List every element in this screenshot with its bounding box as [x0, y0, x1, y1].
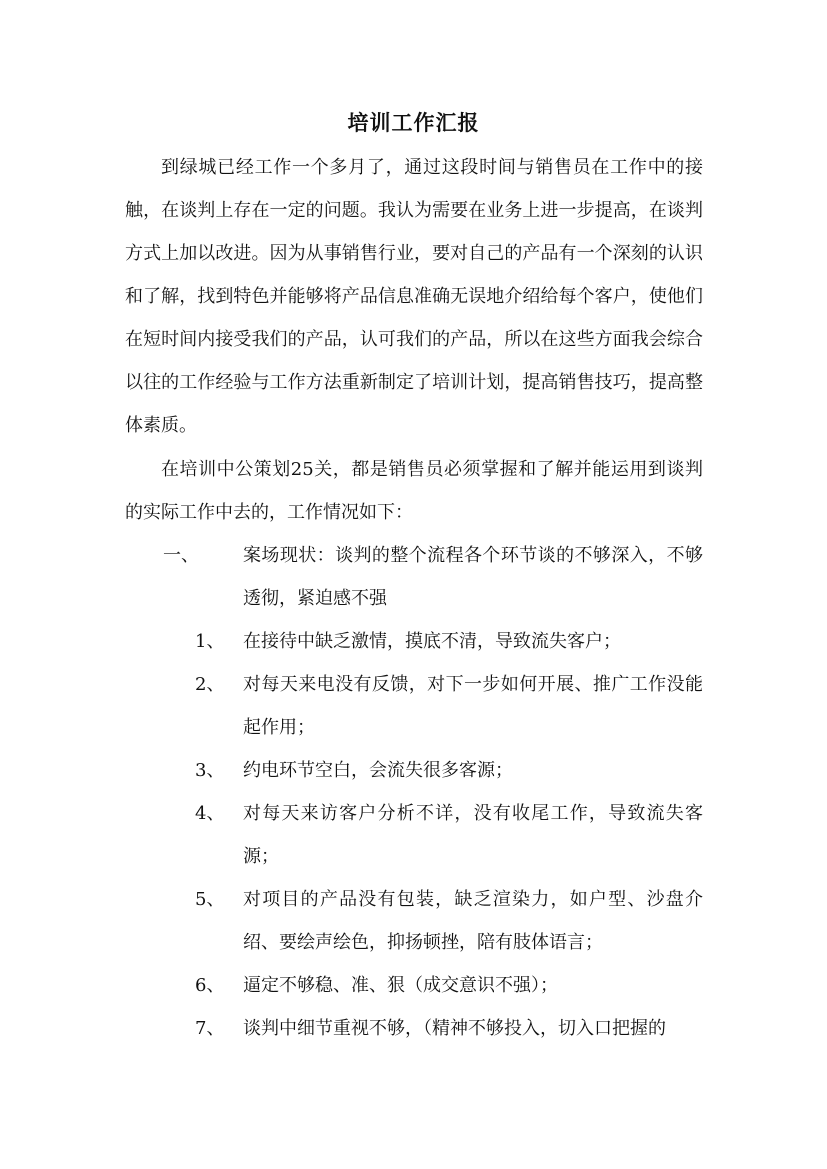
list-item-number: 6、 — [195, 975, 225, 996]
section-number: 一、 — [163, 545, 199, 566]
list-item-text: 对每天来访客户分析不详，没有收尾工作，导致流失客源； — [243, 803, 703, 867]
list-item-number: 7、 — [195, 1018, 225, 1039]
document-title: 培训工作汇报 — [347, 110, 480, 135]
list-item-number: 1、 — [195, 631, 225, 652]
intro-paragraph: 到绿城已经工作一个多月了，通过这段时间与销售员在工作中的接触，在谈判上存在一定的问题。我认为需要在业务上进一步提高，在谈判方式上加以改进。因为从事销售行业，要对自己的产品有一个深刻的认识和了解，找到特色并能够将产品信息准确无误地介绍给每个客户，使他们在短时间内接受我们的产品，认可我们的产品，所以在这些方面我会综合以往的工作经验与工作方法重新制定了培训计划，提高销售技巧，提高整体素质。 — [125, 157, 703, 436]
list-item-text: 谈判中细节重视不够，（精神不够投入，切入口把握的 — [243, 1018, 666, 1039]
list-item-number: 4、 — [195, 803, 225, 824]
overview-paragraph: 在培训中公策划25关，都是销售员必须掌握和了解并能运用到谈判的实际工作中去的，工作情况如下： — [125, 459, 703, 523]
list-item-number: 3、 — [195, 760, 225, 781]
list-item-text: 逼定不够稳、准、狠（成交意识不强）； — [243, 975, 558, 996]
list-item-text: 在接待中缺乏激情，摸底不清，导致流失客户； — [243, 631, 621, 652]
section-text: 案场现状：谈判的整个流程各个环节谈的不够深入，不够透彻，紧迫感不强 — [243, 545, 703, 609]
list-item-number: 5、 — [195, 889, 225, 910]
list-item-text: 对每天来电没有反馈，对下一步如何开展、推广工作没能起作用； — [243, 674, 703, 738]
list-item-text: 约电环节空白，会流失很多客源； — [243, 760, 513, 781]
list-item-number: 2、 — [195, 674, 225, 695]
list-item-text: 对项目的产品没有包装，缺乏渲染力，如户型、沙盘介绍、要绘声绘色，抑扬顿挫，陪有肢体语言； — [243, 889, 703, 953]
